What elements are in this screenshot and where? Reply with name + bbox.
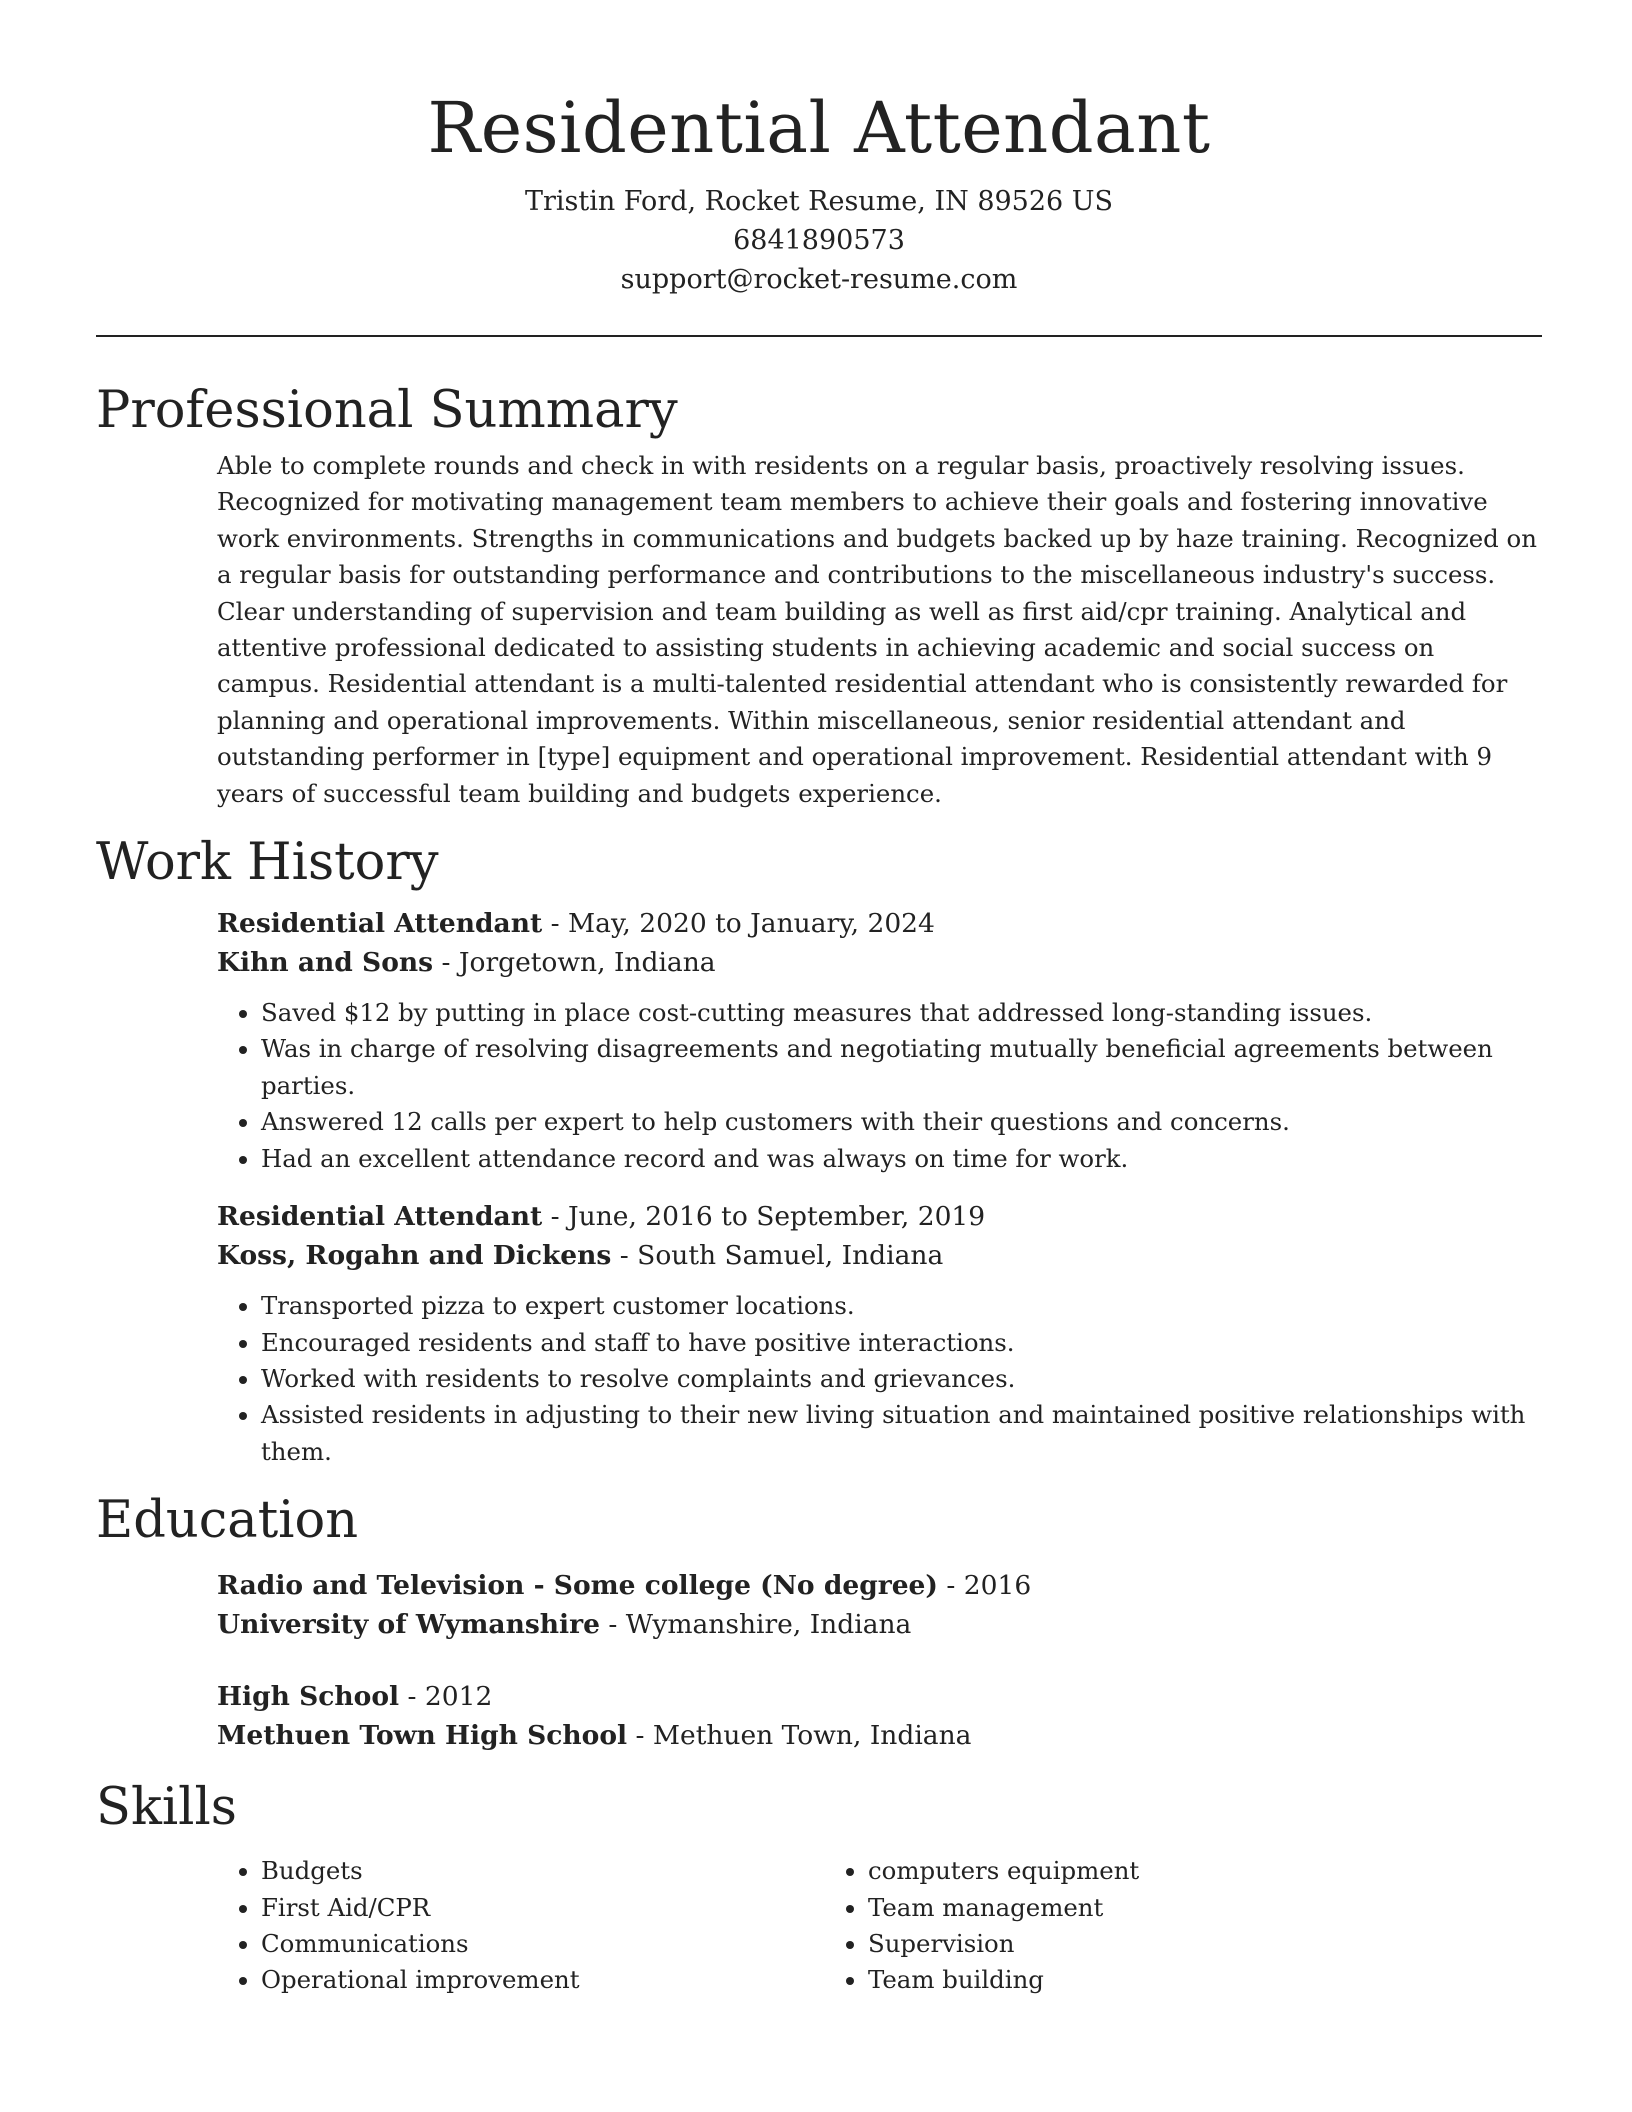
- education-year: - 2016: [937, 1570, 1032, 1602]
- job-company: Koss, Rogahn and Dickens: [217, 1240, 612, 1272]
- skill-item: • Team building: [868, 1962, 1431, 1998]
- job-bullet: • Encouraged residents and staff to have positive interactions.: [261, 1325, 1542, 1361]
- education-entry: [217, 1566, 1542, 1644]
- job-title-line: [217, 1197, 1542, 1236]
- job-dates: - May, 2020 to January, 2024: [542, 908, 935, 940]
- skill-item: • Budgets: [261, 1853, 824, 1889]
- contact-address: Tristin Ford, Rocket Resume, IN 89526 US: [524, 186, 1114, 217]
- resume-page: [96, 0, 1542, 1999]
- job-bullet: • Worked with residents to resolve complaints and grievances.: [261, 1361, 1542, 1397]
- skills-column-right: [824, 1853, 1431, 1999]
- education-location: - Methuen Town, Indiana: [627, 1720, 972, 1752]
- job-entry: [217, 904, 1542, 1177]
- job-bullets: [217, 1288, 1542, 1470]
- job-bullet: • Had an excellent attendance record and was always on time for work.: [261, 1141, 1542, 1177]
- skill-item: • computers equipment: [868, 1853, 1431, 1889]
- job-entry: [217, 1197, 1542, 1470]
- skill-item: • Communications: [261, 1926, 824, 1962]
- job-bullet: • Answered 12 calls per expert to help customers with their questions and concerns.: [261, 1104, 1542, 1140]
- skill-item: • Team management: [868, 1890, 1431, 1926]
- education-degree-line: [217, 1677, 1542, 1716]
- resume-name: Residential Attendant: [427, 87, 1211, 169]
- job-dates: - June, 2016 to September, 2019: [542, 1201, 986, 1233]
- job-company-line: [217, 1236, 1542, 1275]
- education-school-line: [217, 1716, 1542, 1755]
- education-degree: Radio and Television - Some college (No degree): [217, 1570, 938, 1602]
- job-location: - South Samuel, Indiana: [611, 1240, 944, 1272]
- contact-block: [96, 182, 1542, 299]
- skills-column-left: [217, 1853, 824, 1999]
- job-title-line: [217, 904, 1542, 943]
- education-degree-line: [217, 1566, 1542, 1605]
- resume-header: [96, 0, 1542, 299]
- job-company: Kihn and Sons: [217, 947, 434, 979]
- job-company-line: [217, 943, 1542, 982]
- job-bullet: • Transported pizza to expert customer locations.: [261, 1288, 1542, 1324]
- job-bullet: • Saved $12 by putting in place cost-cutting measures that addressed long-standing issues.: [261, 995, 1542, 1031]
- education-entry: [217, 1677, 1542, 1755]
- job-role: Residential Attendant: [217, 1201, 543, 1233]
- contact-email: support@rocket-resume.com: [620, 264, 1018, 295]
- summary-title: Professional Summary: [96, 381, 678, 440]
- education-school: Methuen Town High School: [217, 1720, 628, 1752]
- job-bullet: • Assisted residents in adjusting to their new living situation and maintained positive relationships with them.: [261, 1397, 1542, 1470]
- skill-item: • First Aid/CPR: [261, 1890, 824, 1926]
- skill-item: • Supervision: [868, 1926, 1431, 1962]
- education-location: - Wymanshire, Indiana: [599, 1609, 912, 1641]
- work-history-title: Work History: [96, 833, 439, 893]
- education-list: [217, 1566, 1542, 1755]
- education-degree: High School: [217, 1681, 400, 1713]
- education-title: Education: [96, 1491, 359, 1551]
- job-role: Residential Attendant: [217, 908, 543, 940]
- job-location: - Jorgetown, Indiana: [433, 947, 716, 979]
- work-history-list: [217, 904, 1542, 1470]
- contact-phone: 6841890573: [733, 225, 905, 256]
- skill-item: • Operational improvement: [261, 1962, 824, 1998]
- header-divider: [96, 335, 1542, 337]
- job-bullet: • Was in charge of resolving disagreements and negotiating mutually beneficial agreements between parties.: [261, 1031, 1542, 1104]
- summary-text: Able to complete rounds and check in with residents on a regular basis, proactively resolving issues. Recognized for motivating management team members to achieve their goals and fostering innovative work environments. Strengths in communications and budgets backed up by haze training. Recognized on a regular basis for outstanding performance and contributions to the miscellaneous industry's success. Clear understanding of supervision and team building as well as first aid/cpr training. Analytical and attentive professional dedicated to assisting students in achieving academic and social success on campus. Residential attendant is a multi-talented residential attendant who is consistently rewarded for planning and operational improvements. Within miscellaneous, senior residential attendant and outstanding performer in [type] equipment and operational improvement. Residential attendant with 9 years of successful team building and budgets experience.: [217, 451, 1537, 808]
- job-bullets: [217, 995, 1542, 1177]
- education-year: - 2012: [399, 1681, 493, 1713]
- skills-title: Skills: [96, 1778, 237, 1838]
- education-school-line: [217, 1605, 1542, 1644]
- skills-grid: [217, 1853, 1542, 1999]
- education-school: University of Wymanshire: [217, 1609, 600, 1641]
